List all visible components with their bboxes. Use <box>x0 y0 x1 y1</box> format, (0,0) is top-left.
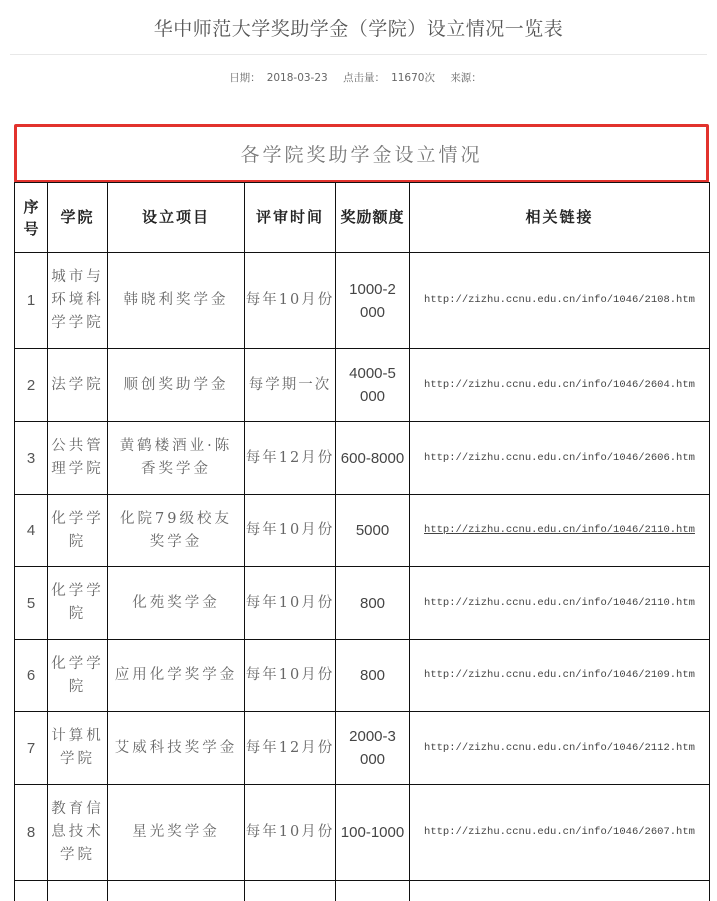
row-review-time: 每年12月份 <box>245 712 336 785</box>
header-review-time: 评审时间 <box>245 183 336 253</box>
row-review-time: 每年10月份 <box>245 567 336 640</box>
row-amount: 100-1000 <box>336 785 410 881</box>
date-label-text: 日期： <box>229 72 261 84</box>
header-index: 序号 <box>15 183 48 253</box>
table-row-partial <box>15 881 710 901</box>
related-link[interactable]: http://zizhu.ccnu.edu.cn/info/1046/2606.htm <box>424 451 695 464</box>
row-partial-cell <box>15 881 48 901</box>
related-link[interactable]: http://zizhu.ccnu.edu.cn/info/1046/2110.htm <box>424 596 695 609</box>
table-row <box>15 253 710 349</box>
row-project: 韩晓利奖学金 <box>108 253 245 349</box>
row-amount: 800 <box>336 567 410 640</box>
table-header-row <box>15 183 710 253</box>
date-value: 2018-03-23 <box>266 72 328 84</box>
row-review-time: 每年10月份 <box>245 785 336 881</box>
row-project: 艾威科技奖学金 <box>108 712 245 785</box>
row-index: 5 <box>15 567 48 640</box>
table-row <box>15 349 710 422</box>
table-row <box>15 495 710 567</box>
row-project: 应用化学奖学金 <box>108 640 245 712</box>
source <box>447 72 491 84</box>
article-meta <box>0 70 717 85</box>
amount-text: 4000-5000 <box>349 365 396 405</box>
row-amount: 600-8000 <box>336 422 410 495</box>
row-amount <box>336 349 410 422</box>
row-college: 化学学院 <box>48 495 108 567</box>
row-link-cell <box>410 567 710 640</box>
row-amount <box>336 253 410 349</box>
row-link-cell <box>410 640 710 712</box>
row-link-cell <box>410 349 710 422</box>
date-label <box>226 72 331 84</box>
row-amount <box>336 712 410 785</box>
row-amount: 800 <box>336 640 410 712</box>
row-review-time: 每学期一次 <box>245 349 336 422</box>
row-review-time: 每年10月份 <box>245 640 336 712</box>
source-label: 来源： <box>450 72 482 84</box>
table-row <box>15 567 710 640</box>
row-index: 3 <box>15 422 48 495</box>
row-college: 化学学院 <box>48 567 108 640</box>
row-college: 城市与环境科学学院 <box>48 253 108 349</box>
header-project: 设立项目 <box>108 183 245 253</box>
row-index: 1 <box>15 253 48 349</box>
table-row <box>15 422 710 495</box>
related-link[interactable]: http://zizhu.ccnu.edu.cn/info/1046/2604.htm <box>424 378 695 391</box>
related-link[interactable]: http://zizhu.ccnu.edu.cn/info/1046/2109.htm <box>424 669 695 681</box>
row-amount: 5000 <box>336 495 410 567</box>
page-title: 华中师范大学奖助学金（学院）设立情况一览表 <box>153 18 564 40</box>
row-index: 8 <box>15 785 48 881</box>
row-project: 顺创奖助学金 <box>108 349 245 422</box>
row-project: 星光奖学金 <box>108 785 245 881</box>
row-college: 法学院 <box>48 349 108 422</box>
row-project: 黄鹤楼酒业·陈香奖学金 <box>108 422 245 495</box>
scholarship-table <box>14 182 710 901</box>
related-link[interactable]: http://zizhu.ccnu.edu.cn/info/1046/2110.htm <box>424 524 695 536</box>
row-review-time: 每年12月份 <box>245 422 336 495</box>
row-partial-cell <box>410 881 710 901</box>
amount-text: 1000-2000 <box>349 280 396 321</box>
row-index: 6 <box>15 640 48 712</box>
header-college: 学院 <box>48 183 108 253</box>
related-link[interactable]: http://zizhu.ccnu.edu.cn/info/1046/2112.htm <box>424 741 695 754</box>
row-link-cell <box>410 253 710 349</box>
row-college: 教育信息技术学院 <box>48 785 108 881</box>
table-row <box>15 712 710 785</box>
clicks <box>340 72 438 84</box>
row-college: 公共管理学院 <box>48 422 108 495</box>
related-link[interactable]: http://zizhu.ccnu.edu.cn/info/1046/2108.htm <box>424 294 695 306</box>
row-review-time: 每年10月份 <box>245 495 336 567</box>
header-link: 相关链接 <box>410 183 710 253</box>
row-review-time: 每年10月份 <box>245 253 336 349</box>
clicks-label: 点击量： <box>343 72 386 84</box>
row-index: 2 <box>15 349 48 422</box>
related-link[interactable]: http://zizhu.ccnu.edu.cn/info/1046/2607.htm <box>424 826 695 838</box>
table-row <box>15 785 710 881</box>
amount-text: 2000-3000 <box>349 728 396 768</box>
row-project: 化苑奖学金 <box>108 567 245 640</box>
row-partial-cell <box>245 881 336 901</box>
row-link-cell <box>410 712 710 785</box>
title-divider <box>10 54 707 55</box>
row-partial-cell <box>108 881 245 901</box>
row-link-cell <box>410 495 710 567</box>
table-row <box>15 640 710 712</box>
table-caption: 各学院奖助学金设立情况 <box>14 124 709 183</box>
clicks-value: 11670次 <box>391 72 435 84</box>
header-amount: 奖励额度 <box>336 183 410 253</box>
row-partial-cell <box>336 881 410 901</box>
row-index: 7 <box>15 712 48 785</box>
row-partial-cell <box>48 881 108 901</box>
row-project: 化院79级校友奖学金 <box>108 495 245 567</box>
row-index: 4 <box>15 495 48 567</box>
row-college: 化学学院 <box>48 640 108 712</box>
row-link-cell <box>410 785 710 881</box>
row-link-cell <box>410 422 710 495</box>
row-college: 计算机学院 <box>48 712 108 785</box>
